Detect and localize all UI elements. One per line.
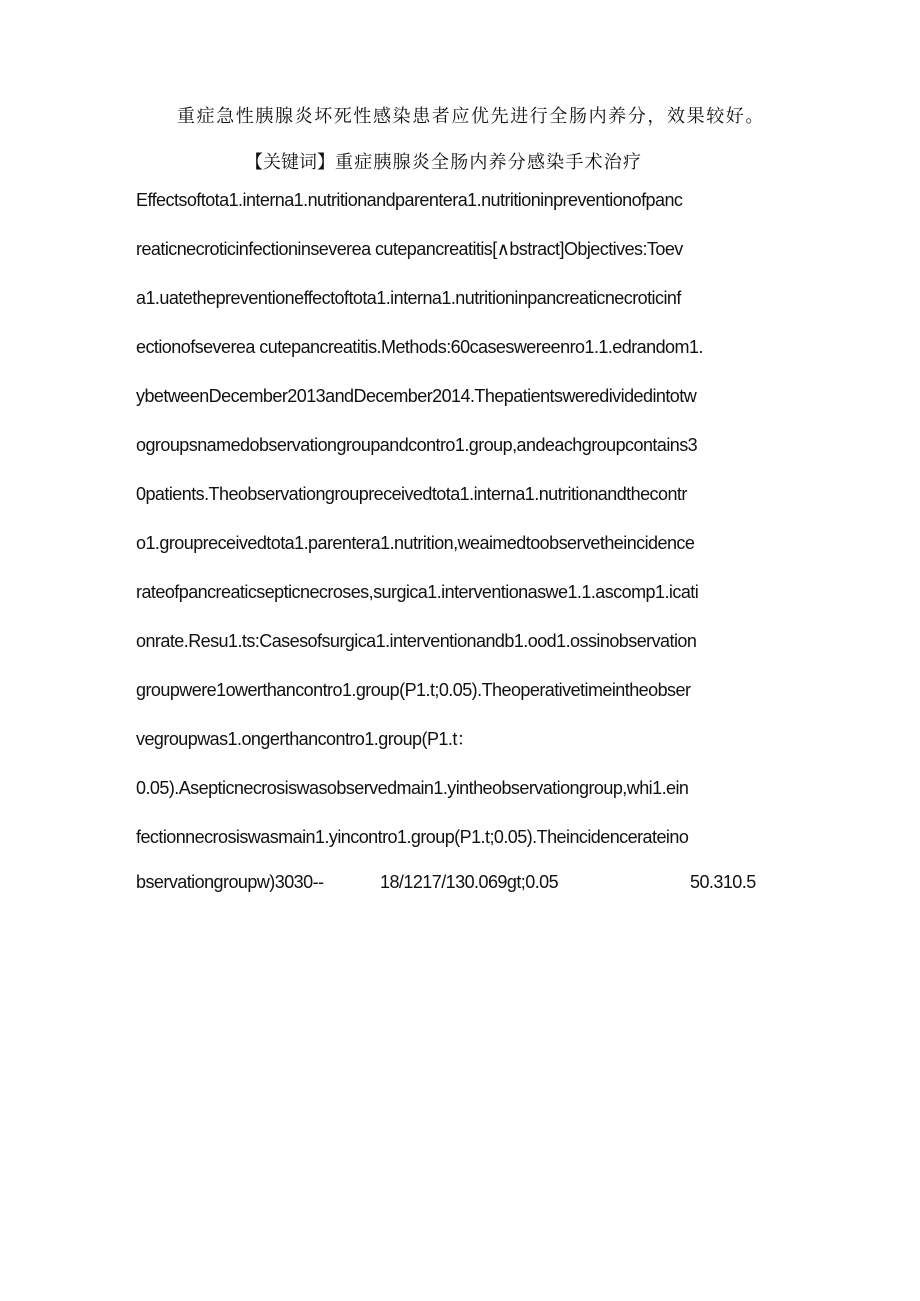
- abstract-line: ybetweenDecember2013andDecember2014.Thepatientsweredividedintotw: [136, 386, 697, 406]
- abstract-line: fectionnecrosiswasmain1.yincontro1.group(P1.t;0.05).Theincidencerateino: [136, 827, 689, 847]
- abstract-line: vegroupwas1.ongerthancontro1.group(P1.t：: [136, 729, 475, 749]
- abstract-tail-segment: 18/1217/130.069gt;0.05: [380, 872, 559, 892]
- english-abstract: [136, 176, 796, 862]
- abstract-line: rateofpancreaticsepticnecroses,surgica1.interventionaswe1.1.ascomp1.icati: [136, 582, 699, 602]
- abstract-line: ogroupsnamedobservationgroupandcontro1.group,andeachgroupcontains3: [136, 435, 698, 455]
- abstract-line: a1.uatethepreventioneffectoftota1.interna1.nutritioninpancreaticnecroticinf: [136, 288, 681, 308]
- abstract-line: onrate.Resu1.ts:Casesofsurgica1.interventionandb1.ood1.ossinobservation: [136, 631, 697, 651]
- abstract-line: 0.05).Asepticnecrosiswasobservedmain1.yintheobservationgroup,whi1.ein: [136, 778, 689, 798]
- keywords-list: 重症胰腺炎全肠内养分感染手术治疗: [335, 152, 643, 173]
- abstract-line: ectionofseverea cutepancreatitis.Methods:60caseswereenro1.1.edrandom1.: [136, 337, 703, 357]
- abstract-line: groupwere1owerthancontro1.group(P1.t;0.05).Theoperativetimeintheobser: [136, 680, 691, 700]
- chinese-keywords-line: [245, 148, 642, 174]
- abstract-tail-segment: 50.310.5: [690, 872, 756, 892]
- abstract-line: 0patients.Theobservationgroupreceivedtota1.interna1.nutritionandthecontr: [136, 484, 687, 504]
- keywords-label: 【关键词】: [245, 152, 335, 173]
- abstract-line: reaticnecroticinfectioninseverea cutepancreatitis[∧bstract]Objectives:Toev: [136, 239, 683, 259]
- abstract-tail-segment: bservationgroupw)3030--: [136, 872, 324, 892]
- chinese-conclusion-text: 重症急性胰腺炎坏死性感染患者应优先进行全肠内养分，效果较好。: [177, 106, 765, 127]
- abstract-line: o1.groupreceivedtota1.parentera1.nutrition,weaimedtoobservetheincidence: [136, 533, 695, 553]
- abstract-line: Effectsoftota1.interna1.nutritionandparentera1.nutritioninpreventionofpanc: [136, 190, 683, 210]
